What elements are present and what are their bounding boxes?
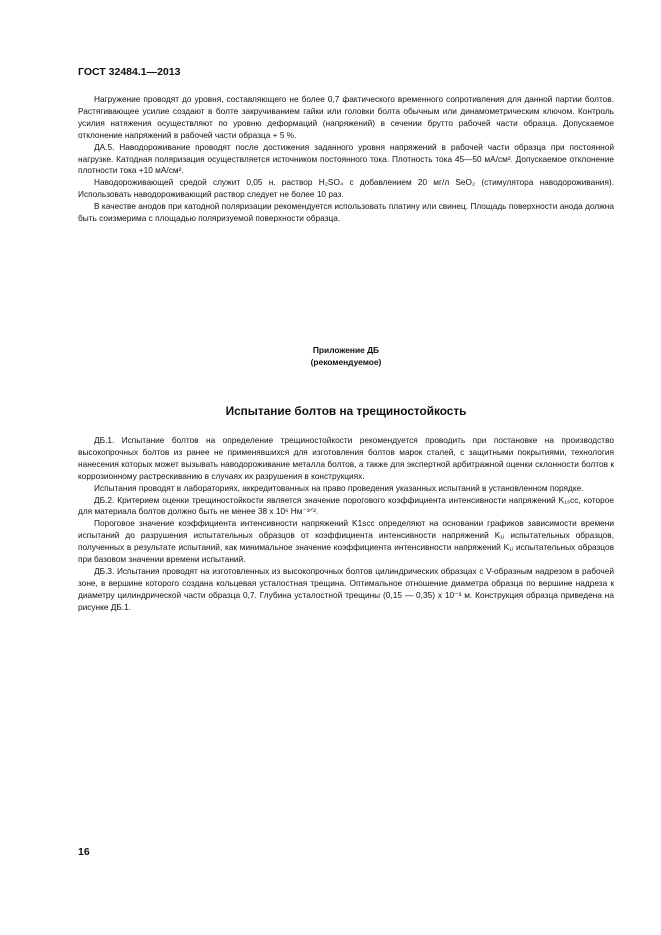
paragraph: Наводороживающей средой служит 0,05 н. раствор H₂SO₄ с добавлением 20 мг/л SeO₂ (стимулятора наводороживания). Использовать наводороживающий раствор следует не более 10 раз. [78,177,614,200]
paragraph-db3: ДБ.3. Испытания проводят на изготовленных из высокопрочных болтов цилиндрических образцах с V-образным надрезом в рабочей зоне, в вершине которого создана кольцевая усталостная трещина. Оптимальное отношение диаметра образца по вершине надреза к диаметру цилиндрической части образца 0,7. Глубина усталостной трещины (0,15 — 0,35) x 10⁻³ м. Конструкция образца приведена на рисунке ДБ.1. [78,565,614,612]
body-text-block [78,435,614,614]
paragraph: Пороговое значение коэффициента интенсивности напряжений K1scc определяют на основании графиков зависимости времени испытаний до разрушения испытательных образцов от коэффициента интенсивности напряжений K₁ᵢ испытательных образцов, полученных в результате испытаний, как минимальное значение коэффициента интенсивности напряжений K₁ᵢ испытательных образцов при базовом значении времени испытаний. [78,518,614,565]
paragraph-db1: ДБ.1. Испытание болтов на определение трещиностойкости рекомендуется проводить при постановке на производство высокопрочных болтов из ранее не применявшихся для изготовления болтов марок сталей, с защитными покрытиями, технология нанесения которых может вызывать наводороживание металла болтов, а также для экспертной арбитражной оценки склонности болтов к коррозионному растрескиванию в случаях их разрушения в конструкциях. [78,435,614,481]
paragraph-da5: ДА.5. Наводороживание проводят после достижения заданного уровня напряжений в рабочей части образца при постоянной нагрузке. Катодная поляризация осуществляется источником постоянного тока. Плотность тока 45—50 мА/см². Допускаемое отклонение плотности тока +10 мА/см². [78,141,614,176]
appendix-title: Приложение ДБ [312,345,380,355]
paragraph: Испытания проводят в лабораториях, аккредитованных на право проведения указанных испытаний в установленном порядке. [94,482,584,493]
page-number: 16 [78,846,90,858]
appendix-heading [78,344,614,368]
paragraph-db2: ДБ.2. Критерием оценки трещиностойкости является значение порогового коэффициента интенсивности напряжений K₁ₛcc, которое для материала болтов должно быть не менее 38 x 10⁶ Нм⁻³ᐟ². [78,494,614,517]
paragraph: В качестве анодов при катодной поляризации рекомендуется использовать платину или свинец. Площадь поверхности анода должна быть соизмерима с площадью поляризуемой поверхности образца. [78,201,614,224]
appendix-subtitle: (рекомендуемое) [310,357,382,367]
paragraph: Нагружение проводят до уровня, составляющего не более 0,7 фактического временного сопротивления для данной партии болтов. Растягивающее усилие создают в болте закручиванием гайки или головки болта обычным или динамометрическим ключом. Контроль усилия натяжения осуществляют по уровню деформаций (напряжений) в сечении брутто рабочей части образца. Допускаемое отклонение напряжений в рабочей части образца + 5 %. [78,94,614,140]
top-text-block [78,94,614,225]
document-code-header: ГОСТ 32484.1—2013 [78,66,181,78]
section-title: Испытание болтов на трещиностойкость [225,404,467,418]
